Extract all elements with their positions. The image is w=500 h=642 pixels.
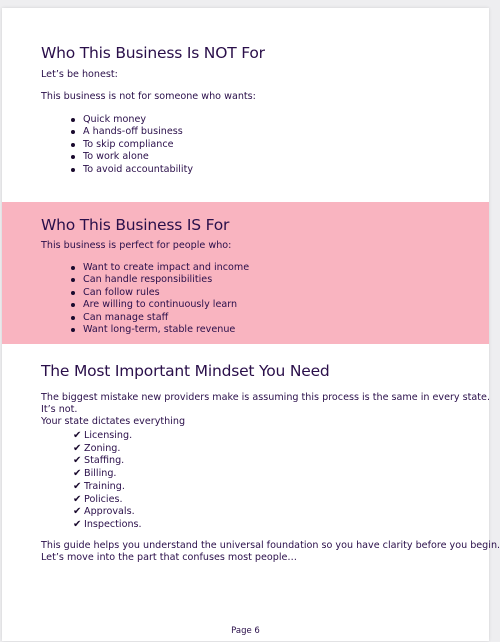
mindset-checklist <box>73 430 142 532</box>
page-number: Page 6 <box>231 626 260 636</box>
list-item: ✔ Staffing. <box>73 455 125 467</box>
is-for-list <box>70 262 249 336</box>
list-item: Can manage staff <box>70 312 249 324</box>
list-item: Want to create impact and income <box>70 262 249 274</box>
checkmark-icon: ✔ <box>73 455 82 467</box>
list-item: ✔ Training. <box>73 480 125 492</box>
list-item: To skip compliance <box>70 139 193 151</box>
section-is-for <box>2 202 489 344</box>
list-item: Can follow rules <box>70 287 249 299</box>
list-item: ✔ Zoning. <box>73 442 121 454</box>
section-not-for <box>2 8 489 202</box>
section-title: Who This Business IS For <box>41 216 230 234</box>
list-item: To work alone <box>70 151 193 163</box>
section-lead: This business is perfect for people who: <box>41 240 232 251</box>
section-intro: Let’s be honest: <box>41 69 118 80</box>
list-item: Can handle responsibilities <box>70 274 249 286</box>
section-title: Who This Business Is NOT For <box>41 44 265 62</box>
list-item: ✔ Approvals. <box>73 506 135 518</box>
list-item: ✔ Inspections. <box>73 518 142 530</box>
section-title: The Most Important Mindset You Need <box>41 362 330 380</box>
list-item: Quick money <box>70 114 193 126</box>
list-item: Want long-term, stable revenue <box>70 324 249 336</box>
checkmark-icon: ✔ <box>73 506 82 518</box>
section-mindset <box>2 344 500 594</box>
mindset-line: The biggest mistake new providers make is assuming this process is the same in every state. <box>41 392 490 403</box>
checkmark-icon: ✔ <box>73 518 82 530</box>
document-page <box>2 8 500 641</box>
checkmark-icon: ✔ <box>73 442 82 454</box>
checkmark-icon: ✔ <box>73 480 82 492</box>
checkmark-icon: ✔ <box>73 493 82 505</box>
closing-line: Let’s move into the part that confuses most people… <box>41 552 298 563</box>
list-item: A hands-off business <box>70 126 193 138</box>
list-item: ✔ Billing. <box>73 468 117 480</box>
mindset-line: Your state dictates everything <box>41 416 186 427</box>
list-item: ✔ Policies. <box>73 493 123 505</box>
mindset-line: It’s not. <box>41 404 78 415</box>
list-item: ✔ Licensing. <box>73 430 133 441</box>
list-item: To avoid accountability <box>70 164 193 176</box>
list-item: Are willing to continuously learn <box>70 299 249 311</box>
closing-line: This guide helps you understand the universal foundation so you have clarity before you begin. <box>41 540 500 551</box>
checkmark-icon: ✔ <box>73 430 82 441</box>
section-lead: This business is not for someone who wants: <box>41 91 256 102</box>
not-for-list <box>70 114 193 176</box>
checkmark-icon: ✔ <box>73 468 82 480</box>
